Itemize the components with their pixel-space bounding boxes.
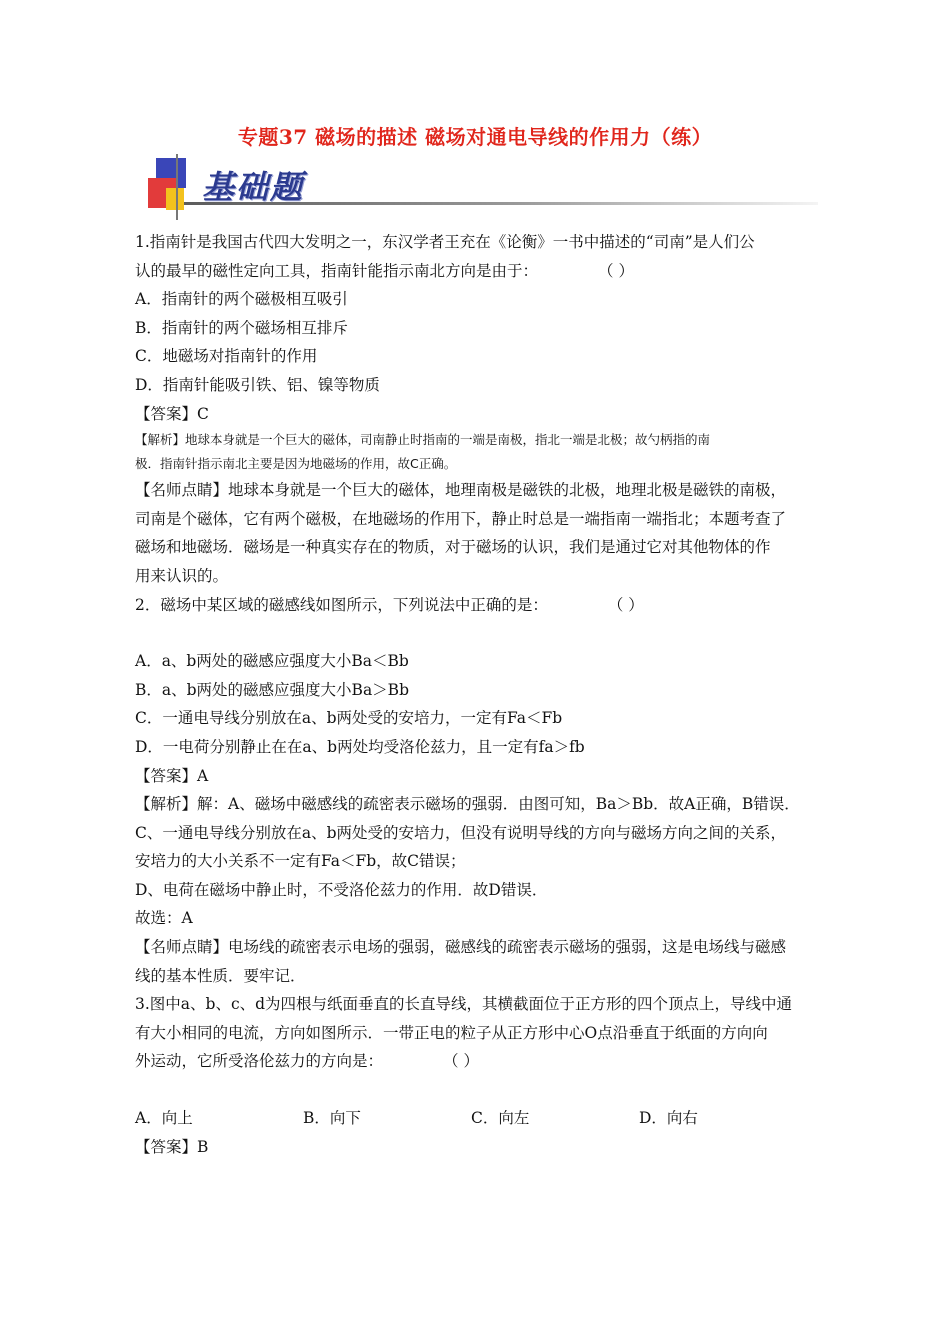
- q2-answer-blank: （ ）: [607, 595, 644, 614]
- q1-stem-line1: 1.指南针是我国古代四大发明之一，东汉学者王充在《论衡》一书中描述的“司南”是人们公: [135, 233, 755, 251]
- q2-stem-text: 2．磁场中某区域的磁感线如图所示，下列说法中正确的是：: [135, 595, 548, 614]
- q3-option-d: D．向右: [639, 1109, 698, 1128]
- q3-answer-blank: （ ）: [443, 1052, 479, 1071]
- q1-tip-line3: 磁场和地磁场．磁场是一种真实存在的物质，对于磁场的认识，我们是通过它对其他物体的作: [135, 538, 771, 557]
- q3-answer: 【答案】B: [135, 1137, 209, 1156]
- q3-options: [135, 1104, 817, 1133]
- q1-explanation-line1: 【解析】地球本身就是一个巨大的磁体，司南静止时指南的一端是南极，指北一端是北极；故勺柄指的南: [135, 432, 711, 448]
- banner-label: 基础题: [202, 168, 305, 206]
- q1-explanation-line2: 极．指南针指示南北主要是因为地磁场的作用，故C正确。: [135, 456, 457, 472]
- q2-tip-line2: 线的基本性质．要牢记．: [135, 966, 306, 985]
- q1-answer-blank: （ ）: [598, 261, 634, 280]
- q3-stem-line1: 3.图中a、b、c、d为四根与纸面垂直的长直导线，其横截面位于正方形的四个顶点上，导线中通: [135, 995, 793, 1014]
- q2-figure-gap: [135, 619, 817, 647]
- q2-option-c: C．一通电导线分别放在a、b两处受的安培力，一定有Fa＜Fb: [135, 709, 563, 728]
- q3-stem-line3: [135, 1047, 817, 1076]
- section-banner: [144, 158, 354, 216]
- q1-answer: 【答案】C: [135, 404, 209, 423]
- q1-tip-line1: 【名师点睛】地球本身就是一个巨大的磁体，地理南极是磁铁的北极，地理北极是磁铁的南极，: [135, 481, 787, 500]
- q2-answer: 【答案】A: [135, 766, 209, 785]
- q3-stem-text: 外运动，它所受洛伦兹力的方向是：: [135, 1052, 384, 1071]
- q2-explanation-line3: 安培力的大小关系不一定有Fa＜Fb，故C错误；: [135, 852, 466, 871]
- q1-stem-text: 认的最早的磁性定向工具，指南针能指示南北方向是由于：: [135, 261, 539, 280]
- q1-option-b: B．指南针的两个磁场相互排斥: [135, 318, 348, 337]
- q2-option-d: D．一电荷分别静止在在a、b两处均受洛伦兹力，且一定有fa＞fb: [135, 737, 585, 756]
- page-title: 专题37 磁场的描述 磁场对通电导线的作用力（练）: [237, 125, 713, 149]
- q1-option-d: D．指南针能吸引铁、铝、镍等物质: [135, 375, 380, 394]
- q3-stem-line2: 有大小相同的电流，方向如图所示．一带正电的粒子从正方形中心O点沿垂直于纸面的方向向: [135, 1023, 768, 1042]
- q2-explanation-line4: D、电荷在磁场中静止时，不受洛伦兹力的作用．故D错误．: [135, 880, 548, 899]
- q1-tip-line2: 司南是个磁体，它有两个磁极，在地磁场的作用下，静止时总是一端指南一端指北；本题考查了: [135, 509, 787, 528]
- q2-option-a: A．a、b两处的磁感应强度大小Ba＜Bb: [135, 652, 409, 671]
- q2-stem-line1: [135, 591, 817, 620]
- banner-yellow-square: [166, 188, 184, 210]
- q1-tip-line4: 用来认识的。: [135, 566, 229, 585]
- q3-gap: [135, 1076, 817, 1104]
- q3-option-a: A．向上: [135, 1109, 193, 1128]
- q2-tip-line1: 【名师点睛】电场线的疏密表示电场的强弱，磁感线的疏密表示磁场的强弱，这是电场线与磁感: [135, 938, 787, 957]
- q3-option-b: B．向下: [303, 1109, 361, 1128]
- q2-explanation-line1: 【解析】解：A、磁场中磁感线的疏密表示磁场的强弱．由图可知，Ba＞Bb．故A正确，B错误．: [135, 795, 800, 814]
- q1-option-c: C．地磁场对指南针的作用: [135, 347, 318, 366]
- q3-option-c: C．向左: [471, 1109, 530, 1128]
- q2-option-b: B．a、b两处的磁感应强度大小Ba＞Bb: [135, 680, 409, 699]
- document-body: [135, 228, 817, 1161]
- q2-explanation-line5: 故选：A: [135, 909, 193, 928]
- q2-explanation-line2: C、一通电导线分别放在a、b两处受的安培力，但没有说明导线的方向与磁场方向之间的关系，: [135, 823, 787, 842]
- banner-vertical-line: [176, 154, 178, 220]
- q1-stem-line2: [135, 257, 817, 286]
- q1-option-a: A．指南针的两个磁极相互吸引: [135, 290, 348, 309]
